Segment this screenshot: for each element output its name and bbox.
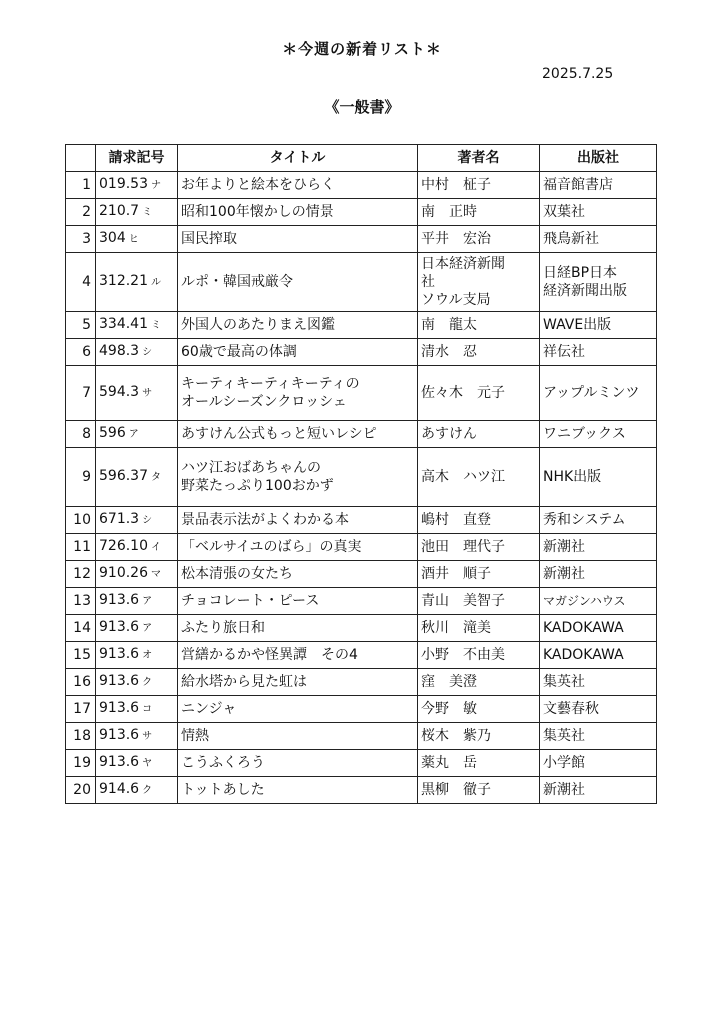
- call-number: 304: [99, 230, 126, 246]
- row-number: 16: [66, 669, 96, 696]
- table-row: [66, 339, 657, 366]
- book-title: ハツ江おばあちゃんの 野菜たっぷり100おかず: [178, 448, 418, 507]
- book-title: ふたり旅日和: [178, 615, 418, 642]
- call-number-cell: [96, 642, 178, 669]
- author-name: 中村 柾子: [418, 172, 540, 199]
- call-number-cell: [96, 366, 178, 421]
- column-header-call-number: 請求記号: [96, 145, 178, 172]
- row-number: 5: [66, 312, 96, 339]
- table-row: [66, 366, 657, 421]
- publisher-name: 集英社: [540, 669, 657, 696]
- table-row: [66, 172, 657, 199]
- new-arrivals-table: [65, 144, 657, 804]
- row-number: 6: [66, 339, 96, 366]
- call-number: 910.26: [99, 565, 148, 581]
- column-header-publisher: 出版社: [540, 145, 657, 172]
- publisher-name: NHK出版: [540, 448, 657, 507]
- call-number-cell: [96, 534, 178, 561]
- book-title: 営繕かるかや怪異譚 その4: [178, 642, 418, 669]
- call-number-cell: [96, 696, 178, 723]
- book-title: 「ベルサイユのばら」の真実: [178, 534, 418, 561]
- row-number: 18: [66, 723, 96, 750]
- call-number-cell: [96, 561, 178, 588]
- book-title: 情熱: [178, 723, 418, 750]
- call-number: 913.6: [99, 619, 140, 635]
- publisher-name: 祥伝社: [540, 339, 657, 366]
- call-number-cell: [96, 588, 178, 615]
- author-name: 青山 美智子: [418, 588, 540, 615]
- author-name: 薬丸 岳: [418, 750, 540, 777]
- author-mark: サ: [142, 388, 153, 399]
- call-number: 594.3: [99, 384, 140, 400]
- row-number: 14: [66, 615, 96, 642]
- author-mark: オ: [142, 650, 153, 661]
- table-row: [66, 226, 657, 253]
- section-heading: 《一般書》: [324, 98, 400, 116]
- author-mark: サ: [142, 731, 153, 742]
- table-row: [66, 199, 657, 226]
- table-row: [66, 669, 657, 696]
- book-title: お年よりと絵本をひらく: [178, 172, 418, 199]
- call-number: 726.10: [99, 538, 148, 554]
- table-row: [66, 615, 657, 642]
- book-title: チョコレート・ピース: [178, 588, 418, 615]
- publisher-name: 福音館書店: [540, 172, 657, 199]
- author-mark: ル: [151, 277, 161, 288]
- publisher-name: KADOKAWA: [540, 615, 657, 642]
- call-number: 019.53: [99, 176, 148, 192]
- book-title: 国民搾取: [178, 226, 418, 253]
- author-mark: ヤ: [142, 758, 153, 769]
- table-row: [66, 723, 657, 750]
- author-name: 南 龍太: [418, 312, 540, 339]
- book-title: 松本清張の女たち: [178, 561, 418, 588]
- book-title: 給水塔から見た虹は: [178, 669, 418, 696]
- author-name: 清水 忍: [418, 339, 540, 366]
- author-mark: ク: [142, 677, 153, 688]
- publisher-name: ワニブックス: [540, 421, 657, 448]
- publisher-name: 文藝春秋: [540, 696, 657, 723]
- author-name: 窪 美澄: [418, 669, 540, 696]
- table-row: [66, 561, 657, 588]
- call-number-cell: [96, 226, 178, 253]
- table-row: [66, 750, 657, 777]
- call-number: 210.7: [99, 203, 140, 219]
- author-name: 南 正時: [418, 199, 540, 226]
- row-number: 2: [66, 199, 96, 226]
- table-row: [66, 507, 657, 534]
- table-header-row: [66, 145, 657, 172]
- row-number: 10: [66, 507, 96, 534]
- table-row: [66, 777, 657, 804]
- author-mark: イ: [151, 542, 161, 553]
- call-number-cell: [96, 615, 178, 642]
- book-title: ルポ・韓国戒厳令: [178, 253, 418, 312]
- call-number: 671.3: [99, 511, 140, 527]
- row-number: 17: [66, 696, 96, 723]
- publisher-name: 飛鳥新社: [540, 226, 657, 253]
- row-number: 15: [66, 642, 96, 669]
- author-mark: コ: [142, 704, 153, 715]
- row-number: 11: [66, 534, 96, 561]
- call-number: 913.6: [99, 727, 140, 743]
- author-mark: ア: [128, 429, 139, 440]
- publisher-name: 新潮社: [540, 534, 657, 561]
- row-number: 19: [66, 750, 96, 777]
- author-name: 桜木 紫乃: [418, 723, 540, 750]
- row-number: 13: [66, 588, 96, 615]
- author-name: 黒柳 徹子: [418, 777, 540, 804]
- call-number: 596.37: [99, 468, 148, 484]
- publisher-name: 集英社: [540, 723, 657, 750]
- book-title: 昭和100年懐かしの情景: [178, 199, 418, 226]
- book-title: こうふくろう: [178, 750, 418, 777]
- page-title: ＊今週の新着リスト＊: [282, 40, 442, 58]
- table-row: [66, 253, 657, 312]
- author-name: 今野 敏: [418, 696, 540, 723]
- book-title: 景品表示法がよくわかる本: [178, 507, 418, 534]
- author-name: 酒井 順子: [418, 561, 540, 588]
- row-number: 9: [66, 448, 96, 507]
- row-number: 3: [66, 226, 96, 253]
- book-title: ニンジャ: [178, 696, 418, 723]
- call-number-cell: [96, 421, 178, 448]
- table-row: [66, 696, 657, 723]
- row-number: 12: [66, 561, 96, 588]
- call-number-cell: [96, 448, 178, 507]
- author-mark: ア: [142, 623, 153, 634]
- call-number: 596: [99, 425, 126, 441]
- call-number: 913.6: [99, 673, 140, 689]
- call-number: 498.3: [99, 343, 140, 359]
- call-number: 913.6: [99, 700, 140, 716]
- publisher-name: アップルミンツ: [540, 366, 657, 421]
- column-header-author: 著者名: [418, 145, 540, 172]
- author-name: 日本経済新聞 社 ソウル支局: [418, 253, 540, 312]
- publisher-name: KADOKAWA: [540, 642, 657, 669]
- call-number-cell: [96, 199, 178, 226]
- table-row: [66, 642, 657, 669]
- author-name: 平井 宏治: [418, 226, 540, 253]
- call-number-cell: [96, 507, 178, 534]
- publisher-name: 新潮社: [540, 777, 657, 804]
- row-number: 1: [66, 172, 96, 199]
- author-mark: シ: [142, 515, 153, 526]
- list-date: 2025.7.25: [542, 66, 614, 82]
- author-mark: シ: [142, 347, 153, 358]
- row-number: 4: [66, 253, 96, 312]
- book-title: キーティキーティキーティの オールシーズンクロッシェ: [178, 366, 418, 421]
- author-mark: ク: [142, 785, 153, 796]
- publisher-name: 日経BP日本 経済新聞出版: [540, 253, 657, 312]
- table-row: [66, 534, 657, 561]
- publisher-name: WAVE出版: [540, 312, 657, 339]
- author-mark: ア: [142, 596, 153, 607]
- call-number-cell: [96, 172, 178, 199]
- publisher-name: 双葉社: [540, 199, 657, 226]
- call-number-cell: [96, 723, 178, 750]
- call-number-cell: [96, 253, 178, 312]
- row-number: 7: [66, 366, 96, 421]
- table-row: [66, 448, 657, 507]
- row-number: 20: [66, 777, 96, 804]
- author-name: 小野 不由美: [418, 642, 540, 669]
- author-mark: ヒ: [128, 234, 139, 245]
- table-row: [66, 588, 657, 615]
- row-number: 8: [66, 421, 96, 448]
- author-name: 高木 ハツ江: [418, 448, 540, 507]
- call-number: 914.6: [99, 781, 140, 797]
- table-row: [66, 312, 657, 339]
- publisher-name: マガジンハウス: [540, 588, 657, 615]
- call-number: 913.6: [99, 646, 140, 662]
- publisher-name: 新潮社: [540, 561, 657, 588]
- author-name: 嶋村 直登: [418, 507, 540, 534]
- book-title: トットあした: [178, 777, 418, 804]
- column-header-title: タイトル: [178, 145, 418, 172]
- book-title: あすけん公式もっと短いレシピ: [178, 421, 418, 448]
- author-mark: ミ: [142, 207, 153, 218]
- author-name: あすけん: [418, 421, 540, 448]
- author-mark: ミ: [151, 320, 161, 331]
- call-number: 913.6: [99, 754, 140, 770]
- table-row: [66, 421, 657, 448]
- call-number-cell: [96, 339, 178, 366]
- call-number-cell: [96, 750, 178, 777]
- book-title: 60歳で最高の体調: [178, 339, 418, 366]
- author-name: 池田 理代子: [418, 534, 540, 561]
- call-number: 312.21: [99, 273, 148, 289]
- author-mark: タ: [151, 472, 161, 483]
- table-body: [66, 172, 657, 804]
- author-mark: ナ: [151, 180, 161, 191]
- publisher-name: 秀和システム: [540, 507, 657, 534]
- call-number-cell: [96, 312, 178, 339]
- column-header-number: [66, 145, 96, 172]
- book-title: 外国人のあたりまえ図鑑: [178, 312, 418, 339]
- author-name: 佐々木 元子: [418, 366, 540, 421]
- author-name: 秋川 滝美: [418, 615, 540, 642]
- call-number-cell: [96, 777, 178, 804]
- publisher-name: 小学館: [540, 750, 657, 777]
- call-number-cell: [96, 669, 178, 696]
- call-number: 913.6: [99, 592, 140, 608]
- call-number: 334.41: [99, 316, 148, 332]
- author-mark: マ: [151, 569, 161, 580]
